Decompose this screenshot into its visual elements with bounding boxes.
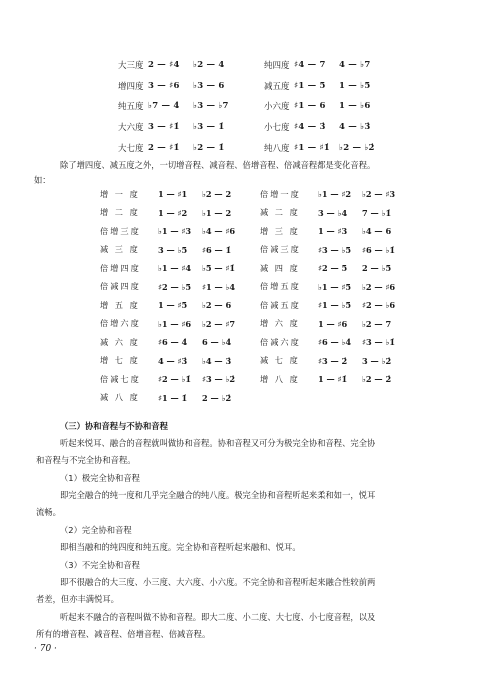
interval-example: 2 — ♯4 <box>148 60 180 71</box>
interval-name: 增 八 度 <box>260 373 300 384</box>
interval-name: 纯八度 <box>264 143 290 154</box>
interval-example: 2 — ♭5 <box>362 263 392 274</box>
interval-example: ♭3 — ♭7 <box>193 101 229 112</box>
interval-example: 7 — ♭1̇ <box>362 207 392 218</box>
interval-example: ♯6 — ♭1̇ <box>362 244 396 255</box>
interval-name: 大六度 <box>118 123 144 134</box>
interval-example: ♭2 — 6 <box>202 300 232 311</box>
interval-example: 4 — ♭3̇ <box>339 122 371 133</box>
interval-example: ♭5 — ♯1̇ <box>202 263 236 274</box>
interval-example: 3 — ♭4 <box>318 207 348 218</box>
interval-name: 倍减六度 <box>260 336 301 347</box>
interval-name: 大三度 <box>118 61 144 72</box>
interval-example: ♯1 — 6 <box>294 101 326 112</box>
interval-example: ♭4 — 3̇ <box>202 355 232 366</box>
interval-example: ♭1 — ♯6 <box>158 318 192 329</box>
interval-name: 小六度 <box>264 102 290 113</box>
interval-example: 3 — ♭5 <box>158 244 188 255</box>
interval-name: 倍增三度 <box>100 225 141 236</box>
example-label: 如： <box>34 175 51 185</box>
interval-example: 6 — ♭4̇ <box>202 337 232 348</box>
interval-name: 纯四度 <box>264 61 290 72</box>
altered-interval-row <box>100 222 420 241</box>
interval-example: ♭3 — 6 <box>193 80 225 91</box>
subsection-title-imperfect: （3）不完全协和音程 <box>60 560 140 570</box>
interval-name: 增 三 度 <box>260 225 300 236</box>
interval-example: ♭3 — 1̇ <box>193 122 225 133</box>
interval-example: 3 — ♯6 <box>148 80 180 91</box>
interval-name: 减五度 <box>264 81 290 92</box>
interval-example: 1 — ♯6 <box>318 318 348 329</box>
interval-example: ♯1 — ♭4 <box>202 281 236 292</box>
interval-row <box>118 55 418 76</box>
interval-example: ♭1 — ♯3 <box>158 226 192 237</box>
interval-example: ♭7 — 4̇ <box>148 101 180 112</box>
interval-name: 增 七 度 <box>100 355 140 366</box>
interval-name: 大七度 <box>118 143 144 154</box>
interval-name: 倍增一度 <box>260 188 301 199</box>
interval-example: ♯2 — 5 <box>318 263 348 274</box>
interval-example: 1 — ♯2 <box>158 207 188 218</box>
paragraph-dissonance-b: 所有的增音程、减音程、倍增音程、倍减音程。 <box>36 629 211 639</box>
interval-example: 1 — ♭5 <box>339 80 371 91</box>
interval-example: ♯1 — 1̇ <box>158 392 188 403</box>
interval-example: ♭1 — 2 <box>202 207 232 218</box>
interval-example: ♯3 — ♭5 <box>318 244 352 255</box>
interval-example: 4 — ♭7 <box>339 60 371 71</box>
interval-example: ♭1 — ♯2 <box>318 189 352 200</box>
interval-name: 减 三 度 <box>100 244 140 255</box>
interval-example: 1 — ♯1̇ <box>318 374 348 385</box>
interval-example: ♭4 — ♯6 <box>202 226 236 237</box>
interval-example: ♯3 — 2̇ <box>318 355 348 366</box>
interval-example: ♭2 — ♯7 <box>202 318 236 329</box>
interval-example: ♭2 — 1̇ <box>193 142 225 153</box>
interval-row <box>118 117 418 138</box>
paragraph-perfect-most-a: 即完全融合的纯一度和几乎完全融合的纯八度。极完全协和音程听起来柔和如一，悦耳 <box>60 490 376 500</box>
interval-example: ♭2 — ♯3 <box>362 189 396 200</box>
altered-interval-row <box>100 333 420 352</box>
interval-example: ♭2 — 2 <box>202 189 232 200</box>
interval-example: 1 — ♯1 <box>158 189 188 200</box>
altered-interval-row <box>100 352 420 371</box>
interval-example: ♭1 — ♯4 <box>158 263 192 274</box>
interval-example: ♯1 — ♯1̇ <box>294 142 330 153</box>
interval-example: ♯3 — ♭1̇ <box>362 337 396 348</box>
altered-interval-row <box>100 389 420 408</box>
interval-example: ♯1 — ♭5 <box>318 300 352 311</box>
interval-name: 减 七 度 <box>260 355 300 366</box>
interval-name: 倍增四度 <box>100 262 141 273</box>
interval-example: ♯3 — ♭2̇ <box>202 374 236 385</box>
interval-example: ♭2 — 4 <box>193 60 225 71</box>
interval-example: 3 — ♭2̇ <box>362 355 392 366</box>
interval-example: ♭2 — 2̇ <box>362 374 392 385</box>
interval-name: 倍减三度 <box>260 244 301 255</box>
interval-name: 增 二 度 <box>100 207 140 218</box>
interval-example: ♭2 — 7 <box>362 318 392 329</box>
interval-example: ♯6 — ♭4̇ <box>318 337 352 348</box>
paragraph-imperfect-b: 者差，但亦丰满悦耳。 <box>36 594 119 604</box>
paragraph-perfect: 即相当融和的纯四度和纯五度。完全协和音程听起来融和、悦耳。 <box>60 542 301 552</box>
interval-example: ♯4 — 3̇ <box>294 122 326 133</box>
interval-example: ♯2 — ♭6 <box>362 300 396 311</box>
interval-example: 4 — ♯3̇ <box>158 355 188 366</box>
altered-interval-row <box>100 185 420 204</box>
subsection-title-perfect: （2）完全协和音程 <box>60 525 132 535</box>
page-number: · 70 · <box>34 644 57 654</box>
interval-example: ♯2 — ♭5 <box>158 281 192 292</box>
paragraph-perfect-most-b: 流畅。 <box>36 507 61 517</box>
interval-example: ♭4 — 6 <box>362 226 392 237</box>
interval-name: 减 二 度 <box>260 207 300 218</box>
interval-name: 倍减七度 <box>100 373 141 384</box>
interval-name: 减 六 度 <box>100 336 140 347</box>
paragraph-consonance-1a: 听起来悦耳、融合的音程就叫做协和音程。协和音程又可分为极完全协和音程、完全协 <box>60 438 376 448</box>
interval-name: 倍增六度 <box>100 318 141 329</box>
altered-interval-row <box>100 296 420 315</box>
altered-interval-row <box>100 278 420 297</box>
altered-interval-row <box>100 315 420 334</box>
paragraph-consonance-1b: 和音程与不完全协和音程。 <box>36 455 136 465</box>
interval-name: 减 八 度 <box>100 392 140 403</box>
interval-example: ♯6 — 1̇ <box>202 244 232 255</box>
interval-example: ♯2 — ♭1̇ <box>158 374 192 385</box>
interval-example: ♭2 — ♯6 <box>362 281 396 292</box>
interval-name: 小七度 <box>264 123 290 134</box>
interval-table-top <box>118 55 418 158</box>
interval-example: ♯4 — 7 <box>294 60 326 71</box>
paragraph-imperfect-a: 即不很融合的大三度、小三度、大六度、小六度。不完全协和音程听起来融合性较前两 <box>60 577 376 587</box>
altered-interval-row <box>100 204 420 223</box>
interval-name: 纯五度 <box>118 102 144 113</box>
altered-interval-row <box>100 370 420 389</box>
interval-example: ♭1 — ♯5 <box>318 281 352 292</box>
interval-row <box>118 137 418 158</box>
interval-example: 2 — ♭2̇ <box>202 392 232 403</box>
interval-table-altered <box>100 185 420 407</box>
interval-example: 2 — ♯1̇ <box>148 142 180 153</box>
interval-name: 减 四 度 <box>260 262 300 273</box>
interval-example: 1 — ♯3 <box>318 226 348 237</box>
interval-name: 增四度 <box>118 81 144 92</box>
interval-example: ♯1 — 5 <box>294 80 326 91</box>
interval-example: 1 — ♭6 <box>339 101 371 112</box>
interval-name: 增 一 度 <box>100 188 140 199</box>
altered-interval-row <box>100 241 420 260</box>
interval-example: ♭2 — ♭2̇ <box>339 142 375 153</box>
paragraph-altered-intervals: 除了增四度、减五度之外，一切增音程、减音程、倍增音程、倍减音程都是变化音程。 <box>60 160 376 170</box>
interval-example: 1 — ♯5 <box>158 300 188 311</box>
interval-example: 3 — ♯1̇ <box>148 122 180 133</box>
interval-name: 增 五 度 <box>100 299 140 310</box>
interval-row <box>118 96 418 117</box>
paragraph-dissonance-a: 听起来不融合的音程叫做不协和音程。即大二度、小二度、大七度、小七度音程，以及 <box>60 612 376 622</box>
altered-interval-row <box>100 259 420 278</box>
interval-example: ♯6 — 4̇ <box>158 337 188 348</box>
interval-row <box>118 76 418 97</box>
interval-name: 倍减五度 <box>260 299 301 310</box>
interval-name: 增 六 度 <box>260 318 300 329</box>
interval-name: 倍增五度 <box>260 281 301 292</box>
interval-name: 倍减四度 <box>100 281 141 292</box>
subsection-title-perfect-most: （1）极完全协和音程 <box>60 473 140 483</box>
section-title-consonance: （三）协和音程与不协和音程 <box>60 421 168 431</box>
